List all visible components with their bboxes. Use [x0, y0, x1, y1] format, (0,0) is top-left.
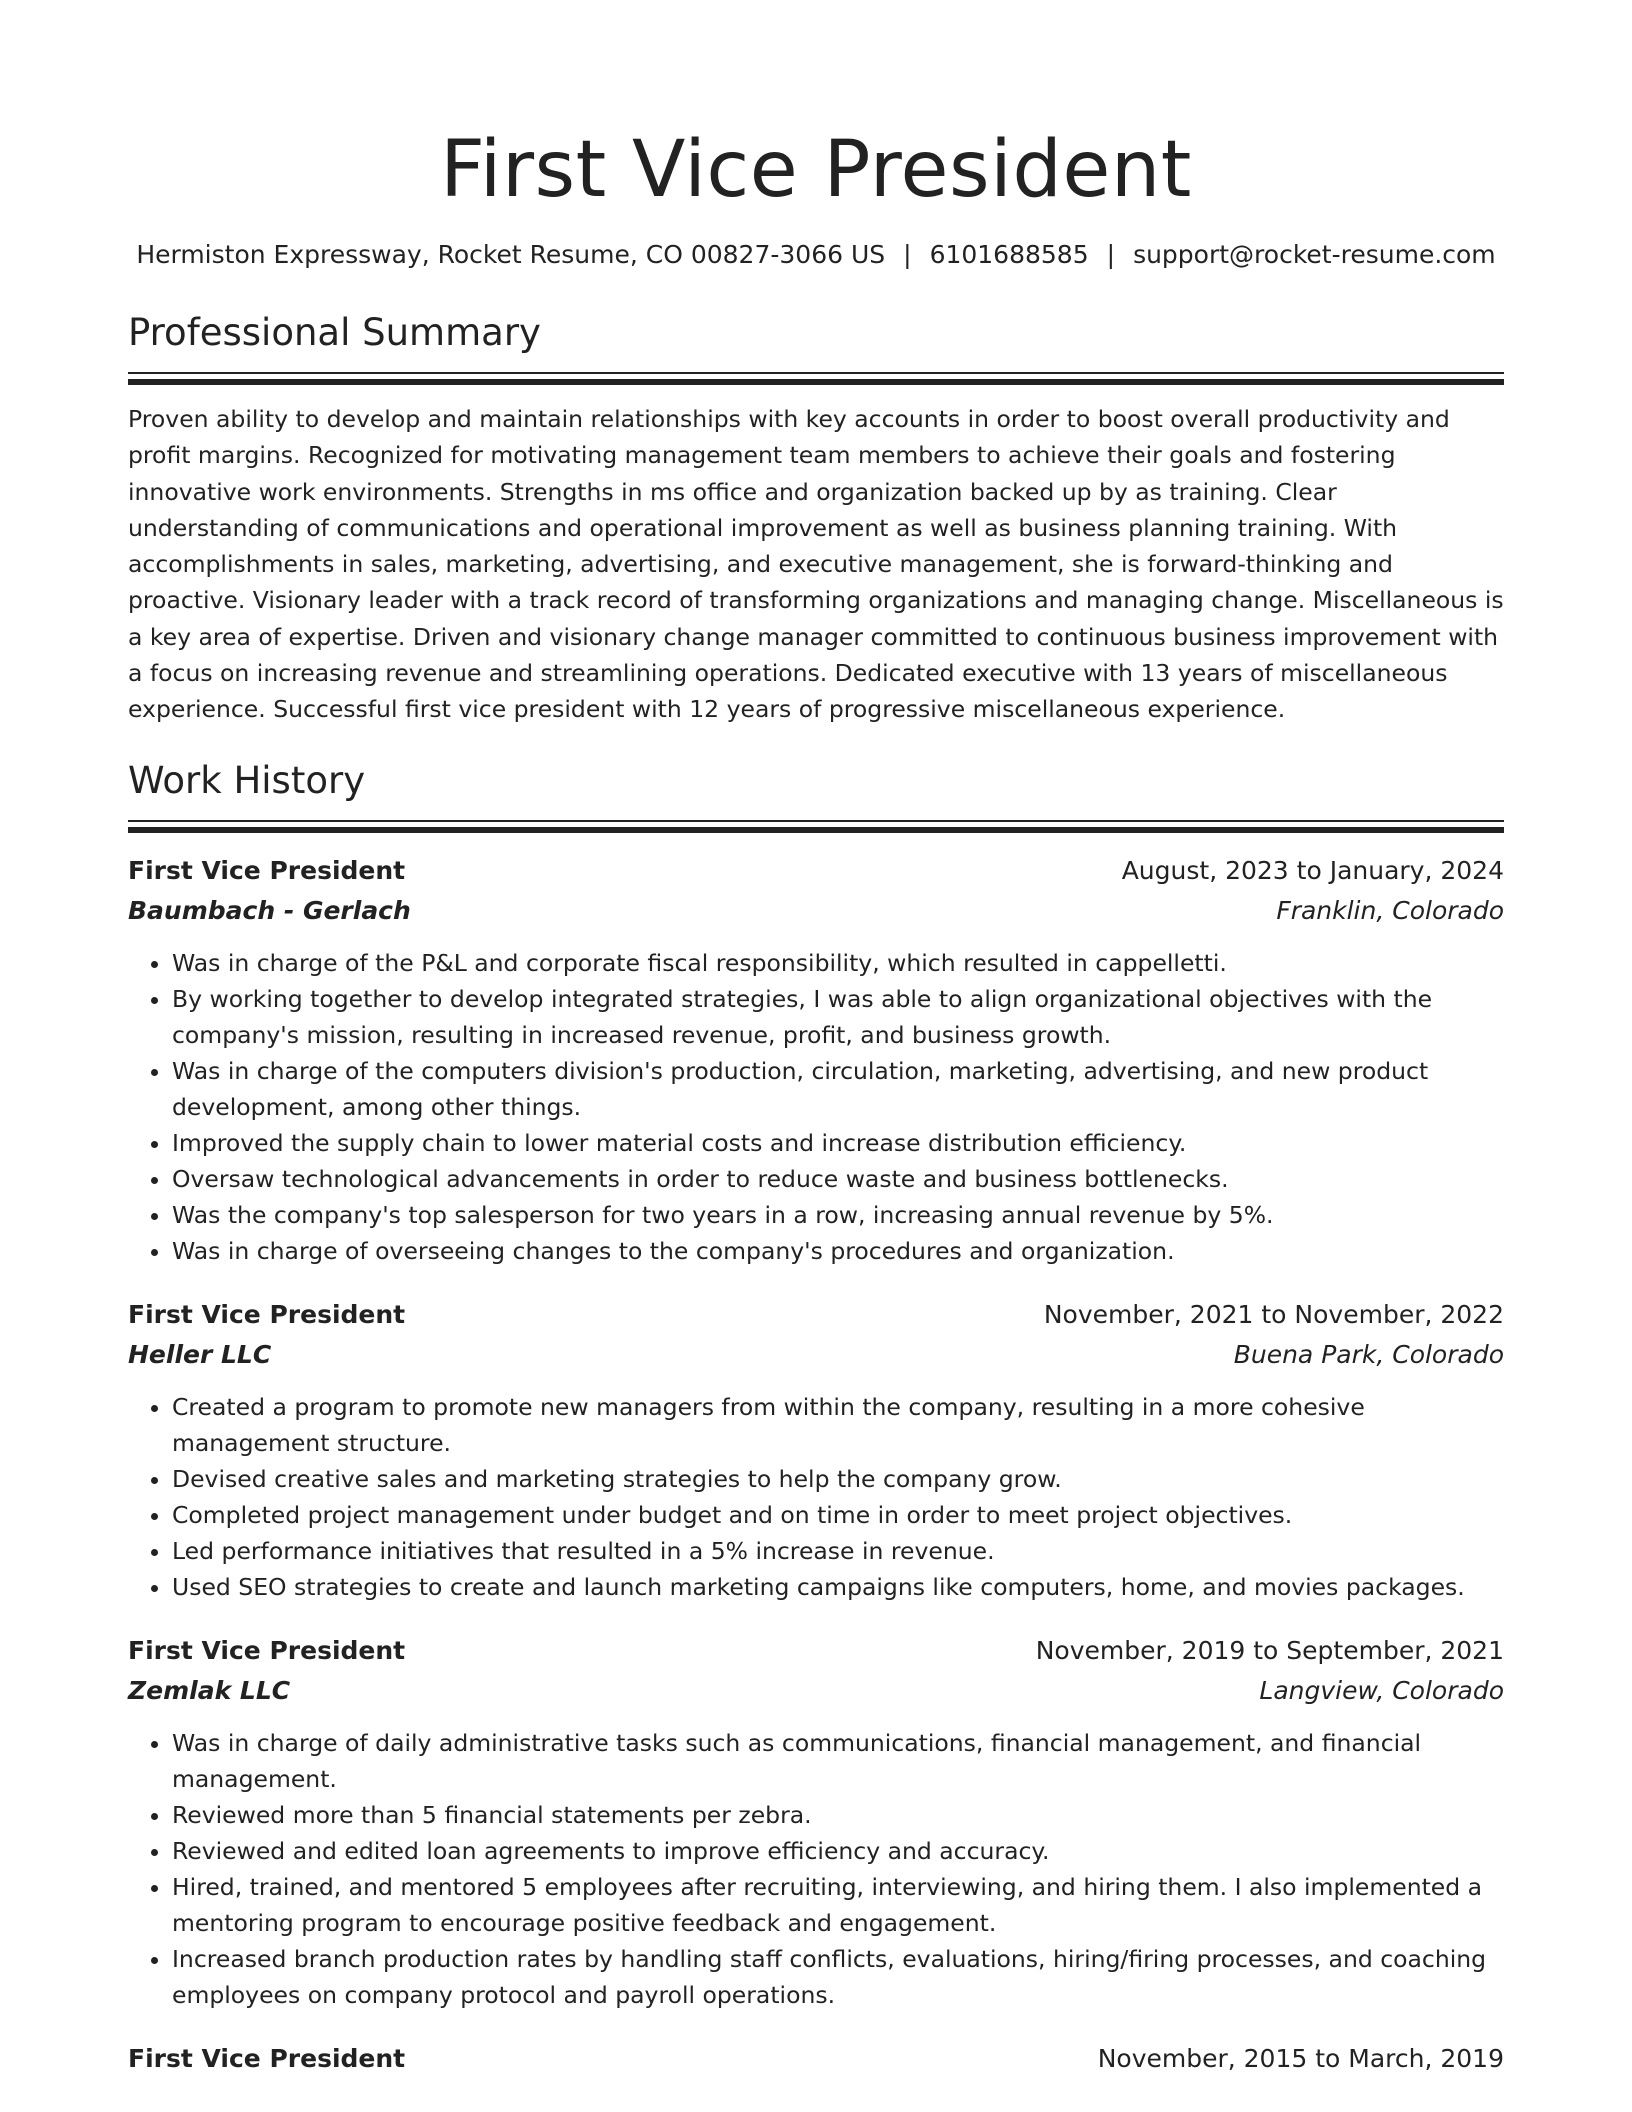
job-bullet-list [128, 945, 1504, 1269]
job-bullet: • Reviewed more than 5 financial statements per zebra. [172, 1797, 1504, 1833]
contact-address: Hermiston Expressway, Rocket Resume, CO 00827-3066 US [136, 240, 886, 269]
job-company: Baumbach - Gerlach [128, 895, 411, 925]
job-company: Heller LLC [128, 1339, 272, 1369]
work-history-heading: Work History [128, 758, 366, 802]
job-bullet: • Increased branch production rates by handling staff conflicts, evaluations, hiring/firing processes, and coaching employees on company protocol and payroll operations. [172, 1941, 1504, 2013]
work-history-list [128, 851, 1504, 2079]
job-location: Langview, Colorado [1259, 1675, 1504, 1705]
job-dates: November, 2019 to September, 2021 [1035, 1635, 1504, 1665]
job-bullet: • Devised creative sales and marketing strategies to help the company grow. [172, 1461, 1504, 1497]
job-bullet: • Improved the supply chain to lower material costs and increase distribution efficiency. [172, 1125, 1504, 1161]
job-bullet: • Was in charge of daily administrative tasks such as communications, financial management, and financial management. [172, 1725, 1504, 1797]
job-entry [128, 2039, 1504, 2079]
job-location: Buena Park, Colorado [1233, 1339, 1504, 1369]
job-company: Zemlak LLC [128, 1675, 291, 1705]
contact-separator: | [1106, 240, 1116, 269]
job-bullet: • Was the company's top salesperson for two years in a row, increasing annual revenue by 5%. [172, 1197, 1504, 1233]
job-bullet: • Reviewed and edited loan agreements to improve efficiency and accuracy. [172, 1833, 1504, 1869]
job-bullet: • Oversaw technological advancements in order to reduce waste and business bottlenecks. [172, 1161, 1504, 1197]
job-company-row [128, 1671, 1504, 1711]
job-bullet: • Was in charge of the P&L and corporate fiscal responsibility, which resulted in cappelletti. [172, 945, 1504, 981]
job-title: First Vice President [128, 1635, 406, 1665]
job-title: First Vice President [128, 855, 406, 885]
job-bullet-list [128, 1725, 1504, 2013]
contact-email: support@rocket-resume.com [1133, 240, 1496, 269]
job-dates: November, 2015 to March, 2019 [1097, 2043, 1504, 2073]
job-location: Franklin, Colorado [1276, 895, 1504, 925]
job-header-row [128, 851, 1504, 891]
job-bullet: • Was in charge of the computers division's production, circulation, marketing, advertising, and new product development, among other things. [172, 1053, 1504, 1125]
job-bullet: • Completed project management under budget and on time in order to meet project objectives. [172, 1497, 1504, 1533]
job-entry [128, 1631, 1504, 2013]
job-header-row [128, 1631, 1504, 1671]
resume-page [128, 0, 1504, 2079]
summary-heading: Professional Summary [128, 311, 541, 354]
job-bullet: • Led performance initiatives that resulted in a 5% increase in revenue. [172, 1533, 1504, 1569]
job-bullet: • Used SEO strategies to create and launch marketing campaigns like computers, home, and movies packages. [172, 1569, 1504, 1605]
resume-name: First Vice President [440, 125, 1192, 215]
contact-phone: 6101688585 [929, 240, 1089, 269]
job-header-row [128, 1295, 1504, 1335]
job-bullet: • Hired, trained, and mentored 5 employees after recruiting, interviewing, and hiring them. I also implemented a mentoring program to encourage positive feedback and engagement. [172, 1869, 1504, 1941]
job-entry [128, 851, 1504, 1269]
job-dates: November, 2021 to November, 2022 [1043, 1299, 1504, 1329]
section-divider [128, 820, 1504, 833]
contact-separator: | [903, 240, 912, 269]
job-bullet: • Was in charge of overseeing changes to the company's procedures and organization. [172, 1233, 1504, 1269]
job-title: First Vice President [128, 2043, 406, 2073]
job-bullet: • By working together to develop integrated strategies, I was able to align organizational objectives with the company's mission, resulting in increased revenue, profit, and business growth. [172, 981, 1504, 1053]
summary-text: Proven ability to develop and maintain relationships with key accounts in order to boost overall productivity and profit margins. Recognized for motivating management team members to achieve their goals and fostering innovative work environments. Strengths in ms office and organization backed up by as training. Clear understanding of communications and operational improvement as well as business planning training. With accomplishments in sales, marketing, advertising, and executive management, she is forward-thinking and proactive. Visionary leader with a track record of transforming organizations and managing change. Miscellaneous is a key area of expertise. Driven and visionary change manager committed to continuous business improvement with a focus on increasing revenue and streamlining operations. Dedicated executive with 13 years of miscellaneous experience. Successful first vice president with 12 years of progressive miscellaneous experience. [128, 405, 1504, 724]
job-company-row [128, 891, 1504, 931]
job-title: First Vice President [128, 1299, 406, 1329]
job-header-row [128, 2039, 1504, 2079]
job-company-row [128, 1335, 1504, 1375]
job-bullet: • Created a program to promote new managers from within the company, resulting in a more cohesive management structure. [172, 1389, 1504, 1461]
section-divider [128, 372, 1504, 385]
job-dates: August, 2023 to January, 2024 [1121, 855, 1504, 885]
job-entry [128, 1295, 1504, 1605]
job-bullet-list [128, 1389, 1504, 1605]
contact-line [128, 238, 1504, 272]
